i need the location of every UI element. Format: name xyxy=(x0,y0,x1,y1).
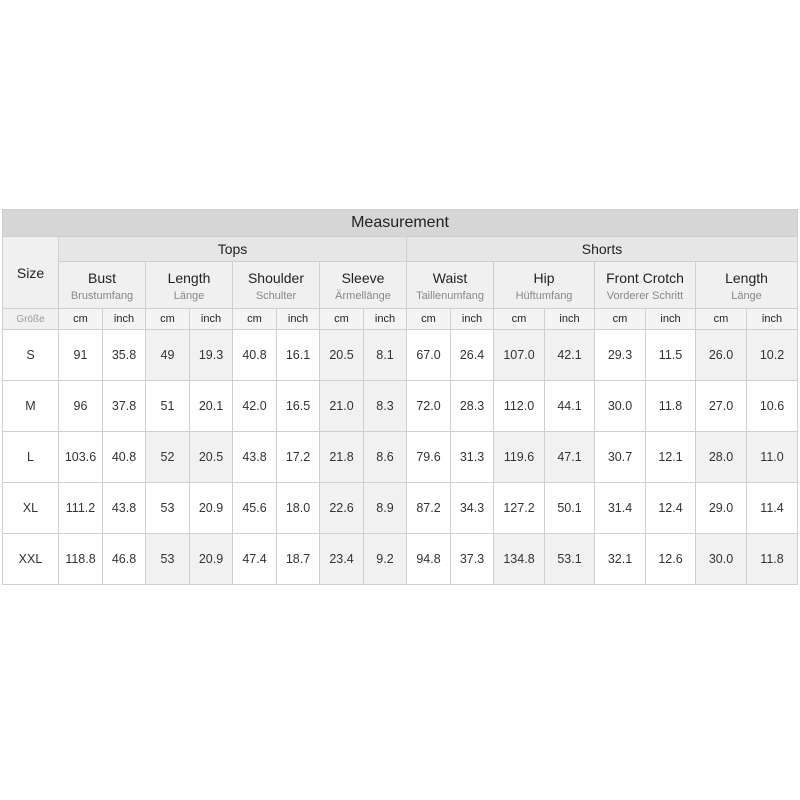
measurement-cell: 17.2 xyxy=(277,432,320,483)
measurement-cell: 43.8 xyxy=(233,432,277,483)
measurement-cell: 10.2 xyxy=(747,330,798,381)
measurement-cell: 11.0 xyxy=(747,432,798,483)
unit-header-row xyxy=(3,309,798,330)
measurement-cell: 37.8 xyxy=(103,381,146,432)
measurement-cell: 96 xyxy=(59,381,103,432)
table-row xyxy=(3,534,798,585)
table-row xyxy=(3,432,798,483)
measurement-cell: 34.3 xyxy=(451,483,494,534)
measure-header xyxy=(494,262,595,309)
measure-name: Front Crotch xyxy=(606,270,684,286)
size-table-body xyxy=(3,330,798,585)
measurement-cell: 12.1 xyxy=(646,432,696,483)
measurement-cell: 11.8 xyxy=(747,534,798,585)
unit-cm-header: cm xyxy=(407,309,451,330)
measurement-cell: 11.8 xyxy=(646,381,696,432)
measurement-cell: 53.1 xyxy=(545,534,595,585)
size-chart xyxy=(2,209,798,590)
measurement-cell: 79.6 xyxy=(407,432,451,483)
measurement-cell: 20.5 xyxy=(320,330,364,381)
measurement-cell: 26.4 xyxy=(451,330,494,381)
measurement-cell: 53 xyxy=(146,534,190,585)
size-cell: L xyxy=(3,432,59,483)
measure-name: Hip xyxy=(533,270,555,286)
measurement-cell: 8.3 xyxy=(364,381,407,432)
size-cell: M xyxy=(3,381,59,432)
measure-name-de: Länge xyxy=(731,290,762,302)
unit-inch-header: inch xyxy=(277,309,320,330)
measurement-cell: 16.5 xyxy=(277,381,320,432)
measurement-cell: 49 xyxy=(146,330,190,381)
measure-name: Bust xyxy=(87,270,116,286)
size-column-header: Size xyxy=(3,237,59,309)
measurement-cell: 91 xyxy=(59,330,103,381)
measurement-cell: 20.5 xyxy=(190,432,233,483)
unit-cm-header: cm xyxy=(595,309,646,330)
measurement-cell: 112.0 xyxy=(494,381,545,432)
measurement-cell: 127.2 xyxy=(494,483,545,534)
measurement-cell: 29.0 xyxy=(696,483,747,534)
measure-name: Length xyxy=(167,270,211,286)
shorts-group-header: Shorts xyxy=(407,237,798,262)
measurement-cell: 40.8 xyxy=(103,432,146,483)
measurement-cell: 30.0 xyxy=(595,381,646,432)
measurement-cell: 42.1 xyxy=(545,330,595,381)
unit-cm-header: cm xyxy=(59,309,103,330)
size-cell: XL xyxy=(3,483,59,534)
measure-name-de: Länge xyxy=(173,290,205,302)
measure-name-de: Brustumfang xyxy=(70,290,134,302)
measurement-table xyxy=(2,209,798,585)
measurement-cell: 12.6 xyxy=(646,534,696,585)
unit-cm-header: cm xyxy=(696,309,747,330)
measure-name-de: Taillenumfang xyxy=(416,290,484,302)
unit-cm-header: cm xyxy=(146,309,190,330)
measurement-cell: 19.3 xyxy=(190,330,233,381)
measurement-cell: 134.8 xyxy=(494,534,545,585)
unit-inch-header: inch xyxy=(190,309,233,330)
measurement-cell: 20.9 xyxy=(190,483,233,534)
measurement-cell: 31.3 xyxy=(451,432,494,483)
measurement-cell: 26.0 xyxy=(696,330,747,381)
measurement-cell: 21.8 xyxy=(320,432,364,483)
measurement-cell: 111.2 xyxy=(59,483,103,534)
unit-cm-header: cm xyxy=(233,309,277,330)
measurement-cell: 72.0 xyxy=(407,381,451,432)
measure-name: Sleeve xyxy=(341,270,385,286)
measurement-cell: 52 xyxy=(146,432,190,483)
size-label-de: Größe xyxy=(3,309,59,330)
measurement-cell: 44.1 xyxy=(545,381,595,432)
measure-name: Length xyxy=(725,270,768,286)
measurement-cell: 20.1 xyxy=(190,381,233,432)
measurement-cell: 8.9 xyxy=(364,483,407,534)
table-row xyxy=(3,330,798,381)
measurement-cell: 11.5 xyxy=(646,330,696,381)
measurement-cell: 28.3 xyxy=(451,381,494,432)
measurement-cell: 53 xyxy=(146,483,190,534)
measure-header xyxy=(233,262,320,309)
measure-name-de: Schulter xyxy=(255,290,297,302)
size-cell: S xyxy=(3,330,59,381)
measurement-cell: 87.2 xyxy=(407,483,451,534)
measurement-cell: 12.4 xyxy=(646,483,696,534)
measure-header xyxy=(696,262,798,309)
measure-name-de: Ärmellänge xyxy=(335,290,391,302)
unit-cm-header: cm xyxy=(320,309,364,330)
measurement-cell: 37.3 xyxy=(451,534,494,585)
measurement-cell: 32.1 xyxy=(595,534,646,585)
measure-header xyxy=(595,262,696,309)
measurement-cell: 11.4 xyxy=(747,483,798,534)
measure-header xyxy=(407,262,494,309)
unit-inch-header: inch xyxy=(451,309,494,330)
table-row xyxy=(3,483,798,534)
measure-header-row xyxy=(3,262,798,309)
measurement-cell: 35.8 xyxy=(103,330,146,381)
unit-inch-header: inch xyxy=(103,309,146,330)
unit-inch-header: inch xyxy=(364,309,407,330)
measurement-cell: 67.0 xyxy=(407,330,451,381)
measurement-cell: 22.6 xyxy=(320,483,364,534)
unit-cm-header: cm xyxy=(494,309,545,330)
table-title: Measurement xyxy=(3,210,798,237)
measure-name: Waist xyxy=(432,270,468,286)
unit-inch-header: inch xyxy=(646,309,696,330)
measurement-cell: 30.7 xyxy=(595,432,646,483)
measurement-cell: 42.0 xyxy=(233,381,277,432)
measurement-cell: 47.1 xyxy=(545,432,595,483)
measurement-cell: 8.1 xyxy=(364,330,407,381)
measurement-cell: 103.6 xyxy=(59,432,103,483)
measurement-cell: 27.0 xyxy=(696,381,747,432)
measurement-cell: 29.3 xyxy=(595,330,646,381)
measure-header xyxy=(320,262,407,309)
measurement-cell: 51 xyxy=(146,381,190,432)
measurement-cell: 119.6 xyxy=(494,432,545,483)
measurement-cell: 16.1 xyxy=(277,330,320,381)
measurement-cell: 45.6 xyxy=(233,483,277,534)
tops-group-header: Tops xyxy=(59,237,407,262)
size-cell: XXL xyxy=(3,534,59,585)
measurement-cell: 10.6 xyxy=(747,381,798,432)
measurement-cell: 47.4 xyxy=(233,534,277,585)
measurement-cell: 118.8 xyxy=(59,534,103,585)
measurement-cell: 43.8 xyxy=(103,483,146,534)
measurement-cell: 21.0 xyxy=(320,381,364,432)
measure-name-de: Hüftumfang xyxy=(515,290,573,302)
measure-header xyxy=(59,262,146,309)
unit-inch-header: inch xyxy=(545,309,595,330)
measurement-cell: 20.9 xyxy=(190,534,233,585)
measurement-cell: 94.8 xyxy=(407,534,451,585)
measurement-cell: 18.7 xyxy=(277,534,320,585)
measurement-cell: 9.2 xyxy=(364,534,407,585)
measurement-cell: 40.8 xyxy=(233,330,277,381)
measurement-cell: 18.0 xyxy=(277,483,320,534)
measure-name: Shoulder xyxy=(247,270,305,286)
measure-name-de: Vorderer Schritt xyxy=(606,290,684,302)
measurement-cell: 30.0 xyxy=(696,534,747,585)
measurement-cell: 23.4 xyxy=(320,534,364,585)
measurement-cell: 31.4 xyxy=(595,483,646,534)
measurement-cell: 46.8 xyxy=(103,534,146,585)
measurement-cell: 28.0 xyxy=(696,432,747,483)
measurement-cell: 8.6 xyxy=(364,432,407,483)
table-row xyxy=(3,381,798,432)
measurement-cell: 107.0 xyxy=(494,330,545,381)
measure-header xyxy=(146,262,233,309)
unit-inch-header: inch xyxy=(747,309,798,330)
measurement-cell: 50.1 xyxy=(545,483,595,534)
